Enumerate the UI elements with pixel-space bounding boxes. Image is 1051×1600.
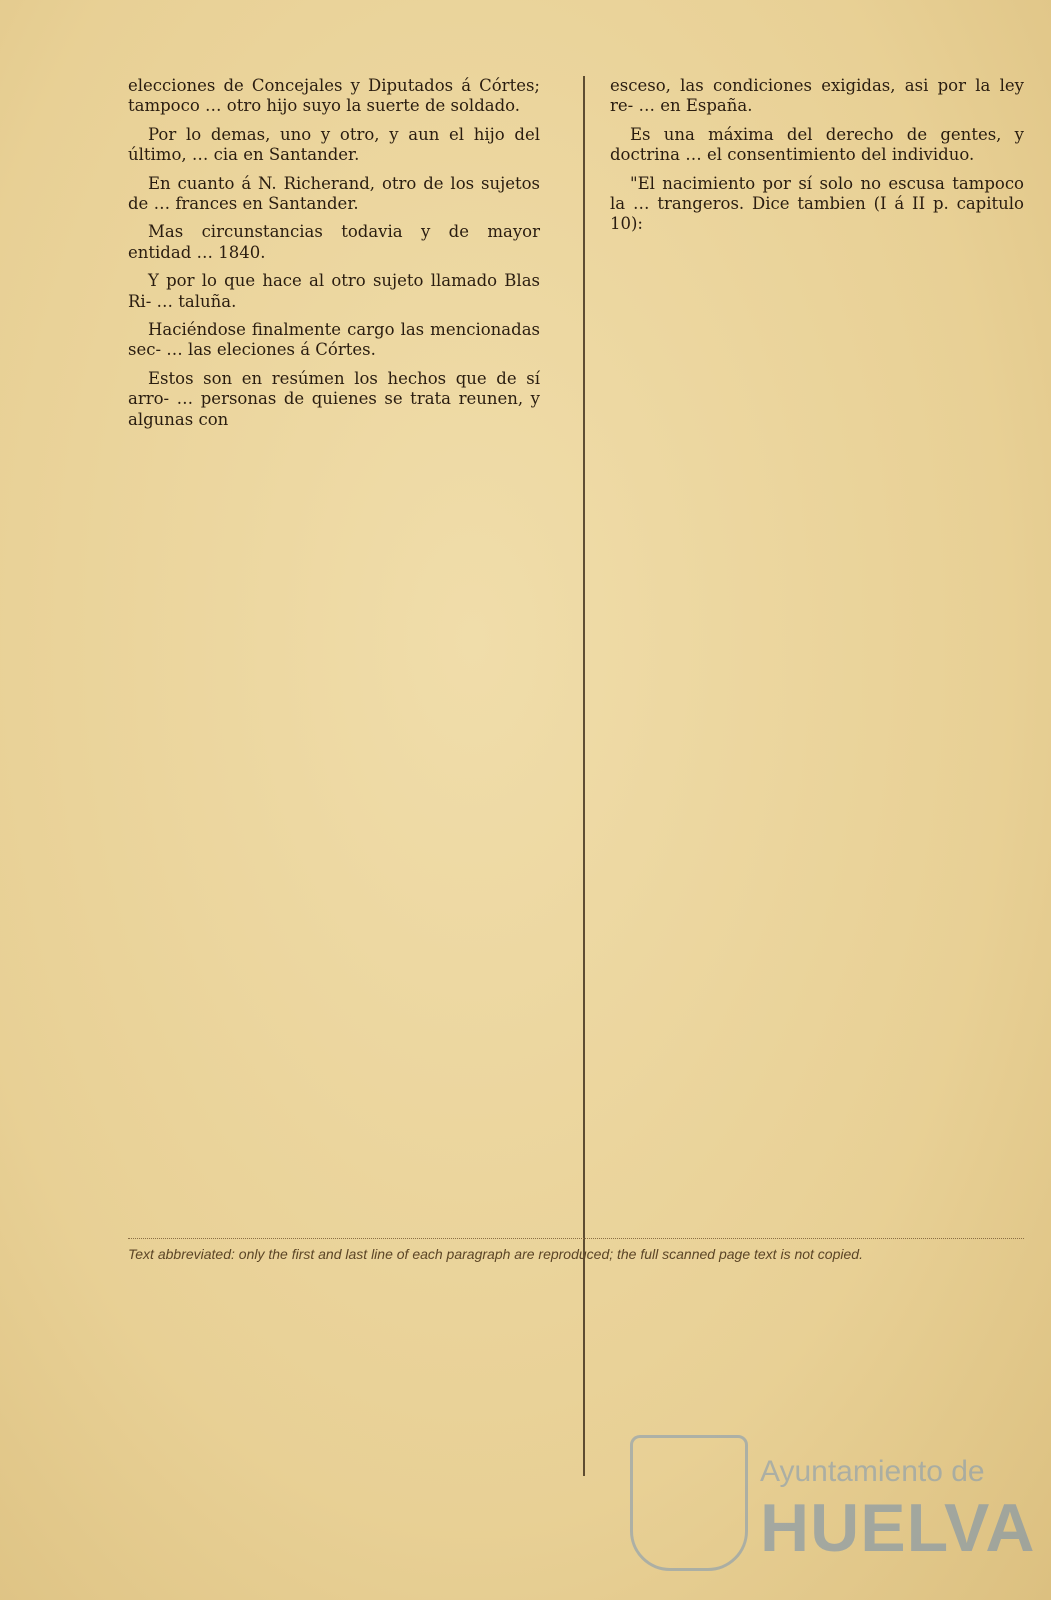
left-paragraph-3: En cuanto á N. Richerand, otro de los sujetos de … frances en Santander. — [128, 173, 540, 214]
abbreviation-note: Text abbreviated: only the first and last line of each paragraph are reproduced; the full scanned page text is not copied. — [128, 1238, 1024, 1264]
right-paragraph-3: "El nacimiento por sí solo no escusa tampoco la … trangeros. Dice tambien (I á II p. capitulo 10): — [610, 173, 1024, 234]
watermark-line-2: HUELVA — [760, 1490, 1036, 1566]
left-paragraph-5: Y por lo que hace al otro sujeto llamado Blas Ri- … taluña. — [128, 271, 540, 311]
left-paragraph-4: Mas circunstancias todavia y de mayor entidad … 1840. — [128, 222, 540, 262]
watermark-line-1: Ayuntamiento de — [760, 1455, 985, 1488]
right-paragraph-1: esceso, las condiciones exigidas, asi por la ley re- … en España. — [610, 76, 1024, 116]
column-divider — [583, 76, 585, 1476]
right-column — [610, 76, 1024, 243]
left-paragraph-6: Haciéndose finalmente cargo las mencionadas sec- … las eleciones á Córtes. — [128, 320, 540, 360]
watermark — [630, 1425, 1036, 1575]
right-paragraph-2: Es una máxima del derecho de gentes, y doctrina … el consentimiento del individuo. — [610, 124, 1024, 165]
city-seal-icon — [630, 1435, 748, 1571]
left-paragraph-2: Por lo demas, uno y otro, y aun el hijo del último, … cia en Santander. — [128, 124, 540, 165]
left-paragraph-7: Estos son en resúmen los hechos que de sí arro- … personas de quienes se trata reunen, y algunas con — [128, 368, 540, 429]
left-column — [128, 76, 540, 438]
left-paragraph-1: elecciones de Concejales y Diputados á Córtes; tampoco … otro hijo suyo la suerte de soldado. — [128, 76, 540, 116]
